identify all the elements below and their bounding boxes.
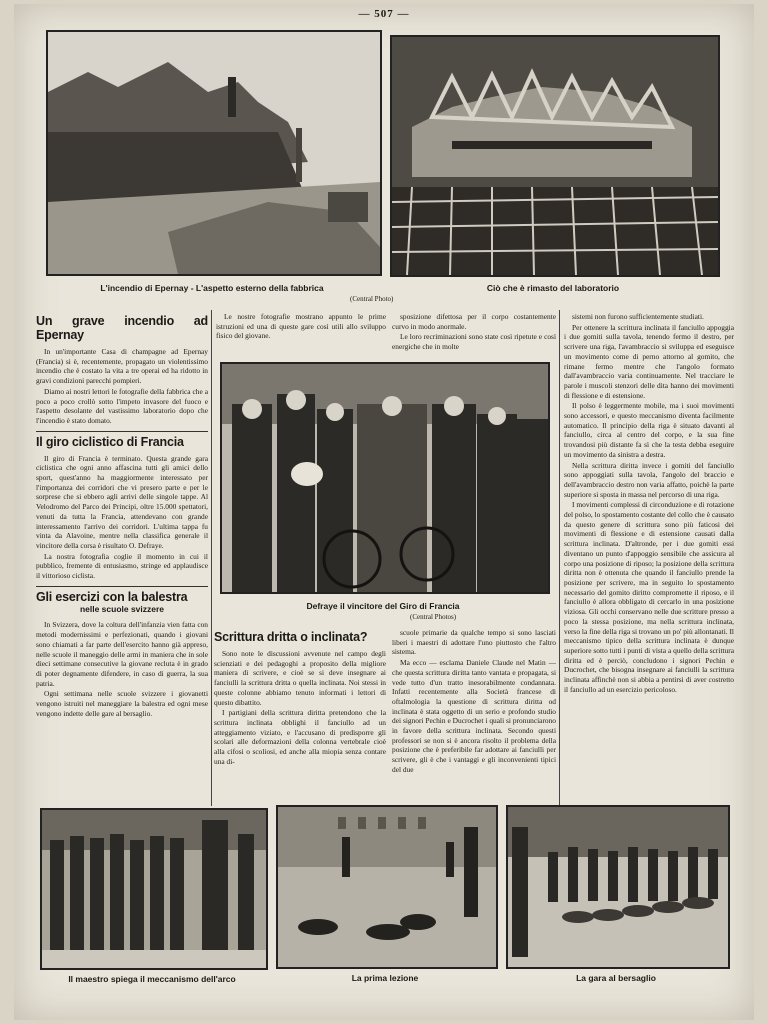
credit-defraye: (Central Photos) <box>410 613 457 621</box>
paragraph: Le loro recriminazioni sono state così ripetute e così energiche che in molte <box>392 332 556 352</box>
caption-epernay-exterior: L'incendio di Epernay - L'aspetto esterno della fabbrica <box>100 283 324 293</box>
paragraph: scuole primarie da qualche tempo si sono lasciati liberi i maestri di adottare l'uno piuttosto che l'altro sistema. <box>392 628 556 657</box>
paragraph: Ma ecco — esclama Daniele Claude nel Matin — che questa scrittura diritta tanto vantata e propagata, si vede tutto d'un tratto inesorabilmente condannata. Infatti recentemente alla Società francese di oftalmologia la questione di scrittura diritta od inclinata è stata oggetto di un serio e profondo studio dei signori Pechin e Ducrochet i quali si pronunciarono in favore della scrittura inclinata. Secondo questi professori se non si è ancora risolto il problema della posizione che è preferibile far adottare ai fanciulli per scrivere, gli è che i vantaggi e gli inconvenienti tipici del due <box>392 658 556 774</box>
paragraph: In Svizzera, dove la coltura dell'infanzia vien fatta con metodi modernissimi e perfezionati, quando i giovani sono chiamati a far parte dell'esercito hanno già appreso, nelle scuole il maneggio delle armi in maniera che in sole dieci settimane consecutive la giovane recluta è in grado di poter degnamente difendere, in caso di guerra, la sua patria. <box>36 620 208 688</box>
photo-laboratory-ruins <box>390 35 720 277</box>
scrittura-col-b <box>392 628 556 804</box>
paragraph: Ogni settimana nelle scuole svizzere i giovanetti vengono istruiti nel maneggiare la balestra ed ogni mese vengono indette delle gare al bersaglio. <box>36 689 208 718</box>
subhead-balestra: nelle scuole svizzere <box>79 603 165 614</box>
column-3-top <box>392 312 556 356</box>
column-4 <box>564 312 734 804</box>
column-1 <box>36 312 208 764</box>
credit-epernay: (Central Photo) <box>350 295 394 303</box>
paragraph: Le nostre fotografie mostrano appunto le prime istruzioni ed una di queste gare così utili allo sviluppo fisico del giovane. <box>216 312 386 341</box>
paragraph: I movimenti complessi di circonduzione e di rotazione del polso, lo spostamento costante del collo che è causato da questo genere di scrittura sono più faticosi dei movimenti di flessione e di estensione causati dalla scrittura inclinata. D'altronde, per i due gomiti essi diventano un punto d'appoggio sensibile che assicura al corpo una posizione di riposo; la posizione della scrittura diritta non è ottenuta che quando il fanciullo prende la posizione per scrivere, ma in seguito lo spostamento necessario del gomito diritto compromette il riposo, e il fanciullo è allora obbligato di cercarlo in una posizione viziosa. Gli occhi conservano nelle due scritture presso a poco la stessa posizione, ma nella scrittura inclinata, verso la fine della riga si trovano un po' più allontanati. Il meccanismo tipico della scrittura inclinata è dunque superiore sotto tutti i punti di vista a quello della scrittura diritta ed è perciò, concludono i signori Pechin e Ducrochet, che bisogna insegnare ai fanciulli la scrittura inclinata affinchè non si abbia a pentirsi di aver costretto il fanciullo ad un esercizio pericoloso. <box>564 500 734 694</box>
caption-defraye: Defraye il vincitore del Giro di Francia <box>306 601 460 611</box>
paragraph: sposizione difettosa per il corpo costantemente curvo in modo anormale. <box>392 312 556 331</box>
photo-defraye <box>220 362 550 594</box>
photo-prima-lezione <box>276 805 498 969</box>
caption-laboratory-ruins: Ciò che è rimasto del laboratorio <box>486 283 620 293</box>
column-2-top <box>216 312 386 356</box>
caption-maestro-arco: Il maestro spiega il meccanismo dell'arco <box>68 974 236 984</box>
paragraph: Il polso è leggermente mobile, ma i suoi movimenti sono accessori, e questo meccanismo diventa facilmente automatico. Il principio della riga è situato davanti al fanciullo, circa al centro del corpo, e la sua fine trovandosi più distante fa sì che la testa debba eseguire un movimento da sinistra a destra. <box>564 401 734 459</box>
headline-giro: Il giro ciclistico di Francia <box>36 434 184 449</box>
photo-epernay-exterior <box>46 30 382 276</box>
paragraph: Nella scrittura diritta invece i gomiti del fanciullo sono appoggiati sulla tavola, l'angolo del braccio e dell'avambraccio destro non varia affatto, poichè la parte superiore si sposta in massa nel percorso di una riga. <box>564 460 734 499</box>
paragraph: Diamo ai nostri lettori le fotografie della fabbrica che a poco a poco crollò sotto l'impeto invasore del fuoco e l'aspetto desolante del vastissimo laboratorio dopo che l'incendio è stato domato. <box>36 386 208 425</box>
paragraph: Sono note le discussioni avvenute nel campo degli scienziati e dei pedagoghi a proposito della migliore maniera di scrivere, e cioè se si deve insegnare ai fanciulli la scrittura dritta o quella inclinata. Noi stessi in queste colonne abbiamo tenuto informati i lettori di questo dibattito. <box>214 649 386 707</box>
column-rule <box>559 310 560 806</box>
paragraph: I partigiani della scrittura diritta pretendono che la scrittura inclinata obblighi il fanciullo ad un atteggiamento viziato, e l'accusano di predisporre gli scolari alle deformazioni della colonna vertebrale cioè alla cifosi o scoliosi, ed anche alla miopia senza contare una di- <box>214 708 386 766</box>
photo-maestro-arco <box>40 808 268 970</box>
paragraph: La nostra fotografia coglie il momento in cui il pubblico, fremente di entusiasmo, stringe ed applaudisce il vittorioso ciclista. <box>36 551 208 581</box>
headline-scrittura: Scrittura dritta o inclinata? <box>214 630 368 644</box>
paragraph: sistemi non furono sufficientemente studiati. <box>572 312 704 321</box>
column-rule <box>211 310 212 806</box>
scrittura-col-a <box>214 628 386 804</box>
photo-gara-bersaglio <box>506 805 730 969</box>
headline-epernay: Un grave incendio ad Epernay <box>36 314 208 342</box>
paragraph: Per ottenere la scrittura inclinata il fanciullo appoggia i due gomiti sulla tavola, tenendo fermo il destro, per scrivere una riga, l'avambraccio si sviluppa ed eseguisce un movimento come di perno attorno al gomito, che rimane fermo mentre che l'angolo formato dall'avambraccio varia continuamente. Nel tracciare le parole i muscoli stenzori delle dita hanno dei movimenti di flessione e di estensione. <box>564 322 734 400</box>
caption-gara-bersaglio: La gara al bersaglio <box>576 973 656 983</box>
caption-prima-lezione: La prima lezione <box>351 973 419 983</box>
page-number: — 507 — <box>358 8 410 20</box>
paragraph: Il giro di Francia è terminato. Questa grande gara ciclistica che ogni anno affascina tutti gli amici dello sport, quest'anno ha maggiormente interessato per l'importanza dei corridori che vi presero parte e per le sorprese che si ebbero agli arrivi delle singole tappe. Al Velodromo del Parco dei Principi, oltre 15.000 spettatori, venuti da tutta la Francia, attendevano con grande interessamento l'arrivo dei corridori. L'ultima tappa fu vinta da Alavoine, mentre nella classifica generale il vincitore della corsa è risultato O. Defraye. <box>36 453 208 550</box>
headline-balestra: Gli esercizi con la balestra <box>36 589 188 604</box>
paragraph: In un'importante Casa di champagne ad Epernay (Francia) si è, recentemente, propagato un violentissimo incendio che è costato la vita a tre operai ed ha ridotto in gravi condizioni parecchi pompieri. <box>36 347 208 386</box>
